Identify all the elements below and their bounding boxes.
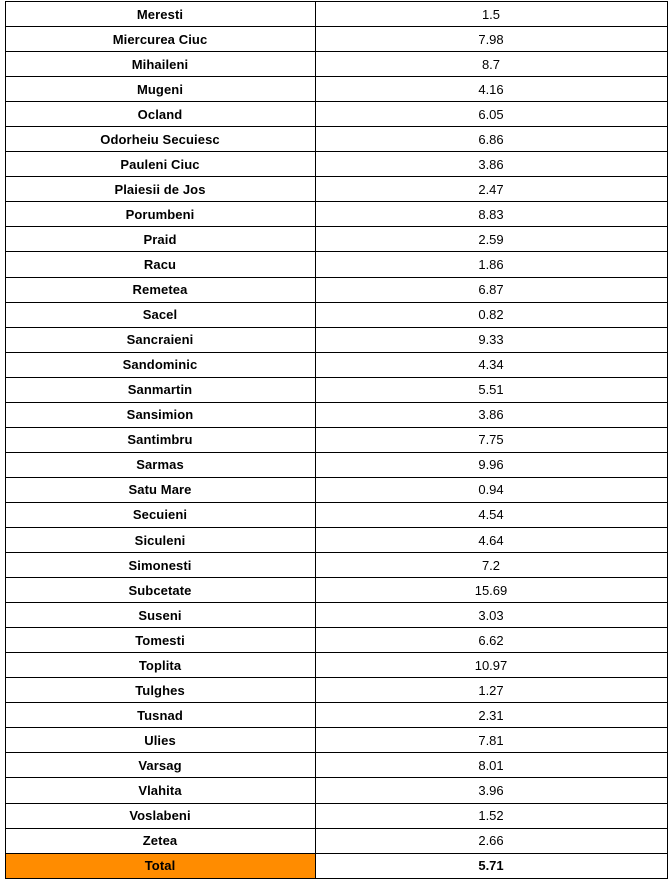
row-name: Mugeni bbox=[5, 77, 315, 102]
row-name: Sarmas bbox=[5, 452, 315, 477]
row-name: Secuieni bbox=[5, 502, 315, 527]
row-value: 15.69 bbox=[315, 578, 667, 603]
table-row bbox=[5, 527, 667, 552]
row-value: 0.94 bbox=[315, 477, 667, 502]
table-row bbox=[5, 603, 667, 628]
table-row bbox=[5, 252, 667, 277]
table-row bbox=[5, 277, 667, 302]
table-row bbox=[5, 703, 667, 728]
row-name: Sacel bbox=[5, 302, 315, 327]
row-value: 7.81 bbox=[315, 728, 667, 753]
row-value: 3.86 bbox=[315, 152, 667, 177]
row-value: 7.75 bbox=[315, 427, 667, 452]
table-row bbox=[5, 202, 667, 227]
table-row bbox=[5, 477, 667, 502]
table-row bbox=[5, 678, 667, 703]
table-row bbox=[5, 127, 667, 152]
row-value: 2.66 bbox=[315, 828, 667, 853]
table-row bbox=[5, 227, 667, 252]
row-name: Siculeni bbox=[5, 527, 315, 552]
row-value: 3.86 bbox=[315, 402, 667, 427]
row-name: Remetea bbox=[5, 277, 315, 302]
row-value: 3.96 bbox=[315, 778, 667, 803]
table-row bbox=[5, 377, 667, 402]
row-name: Praid bbox=[5, 227, 315, 252]
row-name: Suseni bbox=[5, 603, 315, 628]
row-value: 6.62 bbox=[315, 628, 667, 653]
row-value: 2.47 bbox=[315, 177, 667, 202]
row-value: 6.05 bbox=[315, 102, 667, 127]
row-name: Zetea bbox=[5, 828, 315, 853]
row-value: 2.31 bbox=[315, 703, 667, 728]
table-row bbox=[5, 152, 667, 177]
table-row bbox=[5, 177, 667, 202]
table-row bbox=[5, 77, 667, 102]
table-row bbox=[5, 828, 667, 853]
table-row bbox=[5, 2, 667, 27]
row-name: Satu Mare bbox=[5, 477, 315, 502]
row-name: Odorheiu Secuiesc bbox=[5, 127, 315, 152]
locality-values-table bbox=[5, 1, 668, 879]
table-row bbox=[5, 102, 667, 127]
row-value: 10.97 bbox=[315, 653, 667, 678]
row-name: Mihaileni bbox=[5, 52, 315, 77]
row-value: 1.86 bbox=[315, 252, 667, 277]
table-row bbox=[5, 427, 667, 452]
row-name: Vlahita bbox=[5, 778, 315, 803]
table-row bbox=[5, 27, 667, 52]
row-name: Meresti bbox=[5, 2, 315, 27]
table-row bbox=[5, 753, 667, 778]
row-name: Miercurea Ciuc bbox=[5, 27, 315, 52]
table-row bbox=[5, 327, 667, 352]
row-name: Ulies bbox=[5, 728, 315, 753]
row-value: 7.2 bbox=[315, 553, 667, 578]
table-row bbox=[5, 52, 667, 77]
row-name: Santimbru bbox=[5, 427, 315, 452]
table-row bbox=[5, 653, 667, 678]
row-name: Porumbeni bbox=[5, 202, 315, 227]
row-name: Ocland bbox=[5, 102, 315, 127]
row-name: Tulghes bbox=[5, 678, 315, 703]
row-name: Subcetate bbox=[5, 578, 315, 603]
row-name: Sansimion bbox=[5, 402, 315, 427]
row-value: 7.98 bbox=[315, 27, 667, 52]
row-value: 8.83 bbox=[315, 202, 667, 227]
row-value: 1.27 bbox=[315, 678, 667, 703]
row-value: 6.87 bbox=[315, 277, 667, 302]
row-value: 9.96 bbox=[315, 452, 667, 477]
table-row bbox=[5, 352, 667, 377]
table-row bbox=[5, 553, 667, 578]
row-value: 6.86 bbox=[315, 127, 667, 152]
row-value: 5.51 bbox=[315, 377, 667, 402]
row-value: 2.59 bbox=[315, 227, 667, 252]
row-value: 8.7 bbox=[315, 52, 667, 77]
row-name: Simonesti bbox=[5, 553, 315, 578]
row-name: Toplita bbox=[5, 653, 315, 678]
row-value: 1.5 bbox=[315, 2, 667, 27]
total-value: 5.71 bbox=[315, 853, 667, 878]
row-value: 3.03 bbox=[315, 603, 667, 628]
row-name: Pauleni Ciuc bbox=[5, 152, 315, 177]
table-row bbox=[5, 803, 667, 828]
row-value: 4.64 bbox=[315, 527, 667, 552]
table-body bbox=[5, 2, 667, 879]
row-name: Voslabeni bbox=[5, 803, 315, 828]
table-row bbox=[5, 778, 667, 803]
row-value: 4.54 bbox=[315, 502, 667, 527]
row-value: 4.16 bbox=[315, 77, 667, 102]
table-total-row bbox=[5, 853, 667, 878]
row-name: Sancraieni bbox=[5, 327, 315, 352]
table-row bbox=[5, 502, 667, 527]
row-value: 4.34 bbox=[315, 352, 667, 377]
row-value: 9.33 bbox=[315, 327, 667, 352]
row-name: Sandominic bbox=[5, 352, 315, 377]
row-value: 8.01 bbox=[315, 753, 667, 778]
table-row bbox=[5, 452, 667, 477]
row-name: Tomesti bbox=[5, 628, 315, 653]
row-name: Sanmartin bbox=[5, 377, 315, 402]
table-row bbox=[5, 578, 667, 603]
table-row bbox=[5, 628, 667, 653]
table-row bbox=[5, 302, 667, 327]
row-name: Tusnad bbox=[5, 703, 315, 728]
total-label: Total bbox=[5, 853, 315, 878]
row-value: 1.52 bbox=[315, 803, 667, 828]
row-name: Varsag bbox=[5, 753, 315, 778]
table-row bbox=[5, 402, 667, 427]
table-row bbox=[5, 728, 667, 753]
row-value: 0.82 bbox=[315, 302, 667, 327]
row-name: Racu bbox=[5, 252, 315, 277]
row-name: Plaiesii de Jos bbox=[5, 177, 315, 202]
